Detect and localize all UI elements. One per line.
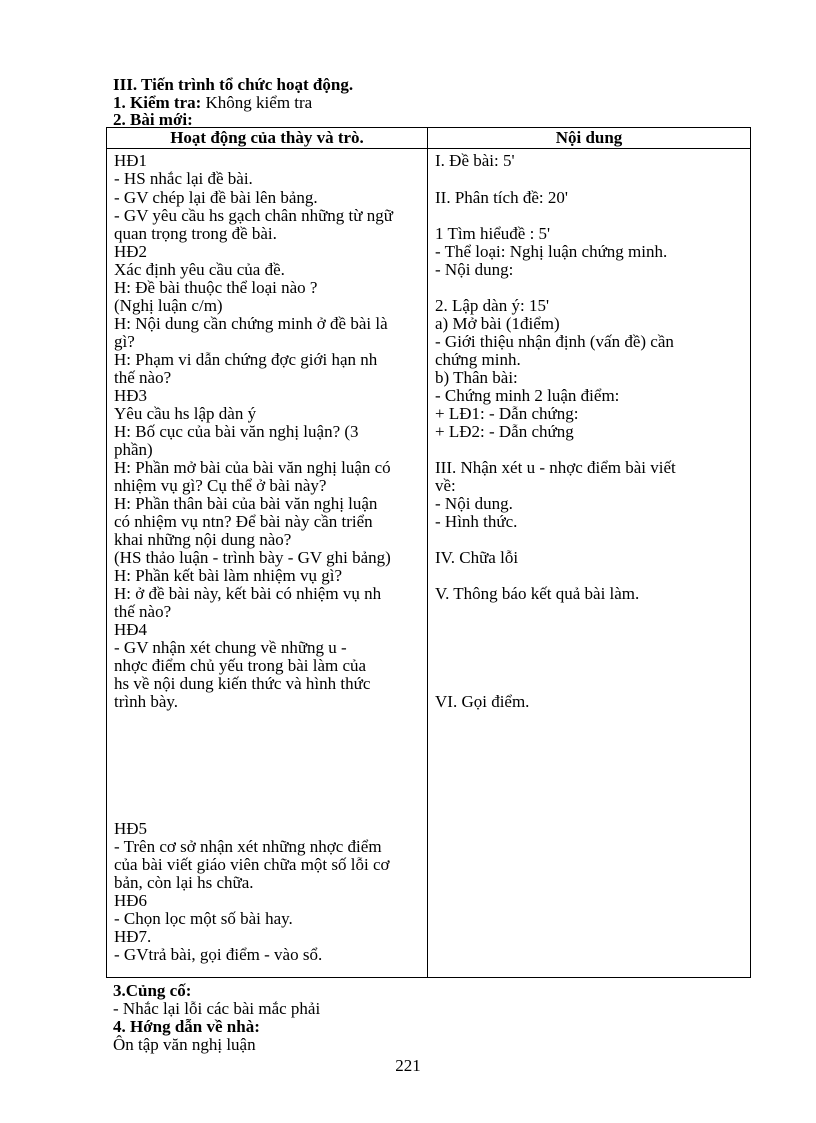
right-line: 2. Lập dàn ý: 15' (435, 296, 550, 315)
right-line: + LĐ2: - Dẫn chứng (435, 422, 574, 441)
left-line: HĐ6 (114, 891, 148, 910)
left-line: nhợc điểm chủ yếu trong bài làm của (114, 656, 367, 675)
left-line: thế nào? (114, 368, 172, 387)
left-line: H: Phần mở bài của bài văn nghị luận có (114, 458, 391, 477)
bai-moi-heading: 2. Bài mới: (113, 110, 193, 129)
left-line: thế nào? (114, 602, 172, 621)
right-line: I. Đề bài: 5' (435, 151, 515, 170)
page-number: 221 (395, 1056, 421, 1075)
right-line: VI. Gọi điểm. (435, 692, 530, 711)
right-line: - Nội dung: (435, 260, 514, 279)
left-line: khai những nội dung nào? (114, 530, 292, 549)
left-line: HĐ3 (114, 386, 148, 405)
right-line: - Chứng minh 2 luận điểm: (435, 386, 620, 405)
left-line: trình bày. (114, 692, 179, 711)
left-line: H: Đề bài thuộc thể loại nào ? (114, 278, 318, 297)
right-line: - Nội dung. (435, 494, 513, 513)
left-line: H: Bố cục của bài văn nghị luận? (3 (114, 422, 359, 441)
cung-co-heading: 3.Củng cố: (113, 981, 192, 1000)
cung-co-line: - Nhắc lại lỗi các bài mắc phải (113, 999, 321, 1018)
right-line: II. Phân tích đề: 20' (435, 188, 568, 207)
left-line: bản, còn lại hs chữa. (114, 873, 254, 892)
right-line: IV. Chữa lỗi (435, 548, 519, 567)
section-title: III. Tiến trình tổ chức hoạt động. (113, 75, 354, 94)
left-line: - Trên cơ sở nhận xét những nhợc điểm (114, 837, 382, 856)
left-line: - GV chép lại đề bài lên bảng. (114, 188, 318, 207)
left-line: HĐ5 (114, 819, 148, 838)
right-line: b) Thân bài: (435, 368, 518, 387)
table-header-row (107, 128, 751, 149)
left-line: H: Phần thân bài của bài văn nghị luận (114, 494, 378, 513)
left-line: (HS thảo luận - trình bày - GV ghi bảng) (114, 548, 391, 567)
right-line: V. Thông báo kết quả bài làm. (435, 584, 640, 603)
left-line: Yêu cầu hs lập dàn ý (114, 404, 257, 423)
left-line: nhiệm vụ gì? Cụ thể ở bài này? (114, 476, 327, 495)
huong-dan-line: Ôn tập văn nghị luận (113, 1035, 256, 1054)
left-line: - Chọn lọc một số bài hay. (114, 909, 293, 928)
left-line: quan trọng trong đề bài. (114, 224, 277, 243)
left-line: HĐ7. (114, 927, 152, 946)
right-line: III. Nhận xét u - nhợc điểm bài viết (435, 458, 676, 477)
left-line: H: Phạm vi dẫn chứng đợc giới hạn nh (114, 350, 378, 369)
left-line: phần) (114, 440, 153, 459)
kiem-tra-value: Không kiểm tra (201, 93, 313, 112)
right-line: + LĐ1: - Dẫn chứng: (435, 404, 579, 423)
right-line: chứng minh. (435, 350, 521, 369)
left-line: - GV yêu cầu hs gạch chân những từ ngữ (114, 206, 393, 225)
right-line: - Hình thức. (435, 512, 518, 531)
activities-cell (107, 149, 428, 978)
left-line: gì? (114, 332, 135, 351)
left-line: - GV nhận xét chung về những u - (114, 638, 347, 657)
left-line: - GVtrả bài, gọi điểm - vào sổ. (114, 945, 323, 964)
left-line: H: ở đề bài này, kết bài có nhiệm vụ nh (114, 584, 382, 603)
table-header-content: Nội dung (428, 128, 751, 149)
left-line: HĐ4 (114, 620, 148, 639)
left-line: H: Phần kết bài làm nhiệm vụ gì? (114, 566, 343, 585)
left-line: - HS nhắc lại đề bài. (114, 169, 253, 188)
left-line: Xác định yêu cầu của đề. (114, 260, 285, 279)
huong-dan-heading: 4. Hớng dẫn về nhà: (113, 1017, 260, 1036)
left-line: (Nghị luận c/m) (114, 296, 223, 315)
left-line: có nhiệm vụ ntn? Để bài này cần triển (114, 512, 373, 531)
left-line: H: Nội dung cần chứng minh ở đề bài là (114, 314, 388, 333)
left-line: HĐ1 (114, 151, 148, 170)
right-line: 1 Tìm hiểuđề : 5' (435, 224, 551, 243)
right-line: - Thể loại: Nghị luận chứng minh. (435, 242, 668, 261)
table-header-activities: Hoạt động của thày và trò. (107, 128, 428, 149)
right-line: - Giới thiệu nhận định (vấn đề) cần (435, 332, 674, 351)
left-line: của bài viết giáo viên chữa một số lỗi cơ (114, 855, 390, 874)
right-line: a) Mở bài (1điểm) (435, 314, 560, 333)
table-body-row (107, 149, 751, 978)
left-line: HĐ2 (114, 242, 148, 261)
left-line: hs về nội dung kiến thức và hình thức (114, 674, 371, 693)
kiem-tra-label: 1. Kiểm tra: (113, 93, 202, 112)
content-cell (428, 149, 751, 978)
right-line: về: (435, 476, 456, 495)
lesson-table (106, 127, 751, 978)
